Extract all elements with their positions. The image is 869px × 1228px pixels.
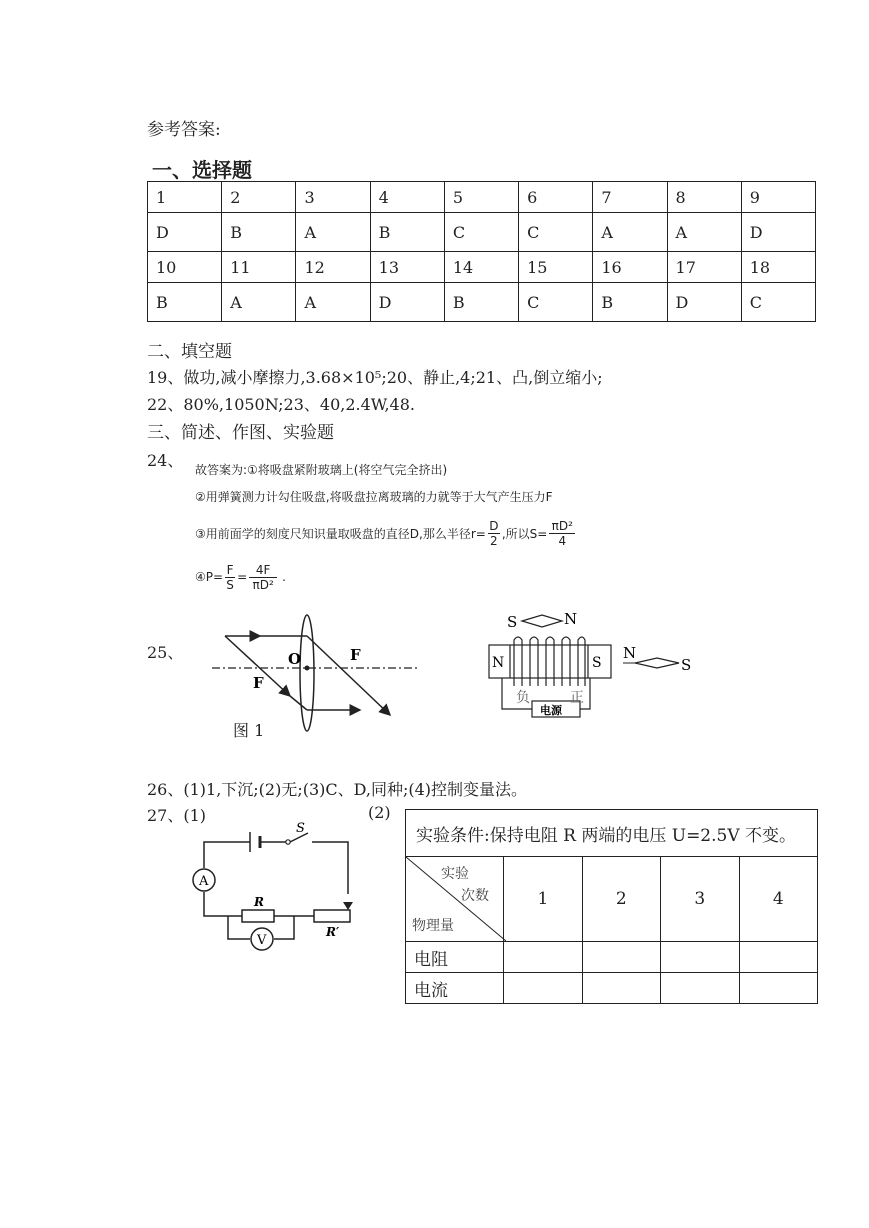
question-number: 14 — [444, 252, 518, 283]
coil-windings — [514, 637, 585, 686]
voltmeter-label: V — [257, 933, 267, 948]
q24-line-1: 故答案为:①将吸盘紧附玻璃上(将空气完全挤出) — [195, 463, 448, 477]
empty-cell — [582, 973, 660, 1004]
section-choice-title: 一、选择题 — [152, 158, 252, 182]
top-needle-n-label: N — [564, 610, 578, 628]
question-number: 18 — [741, 252, 815, 283]
table-row — [148, 283, 816, 322]
question-number: 17 — [667, 252, 741, 283]
table-row — [406, 810, 818, 857]
resistor — [242, 910, 274, 922]
wire-voltmeter-right — [274, 916, 294, 939]
denominator: 4 — [549, 533, 575, 548]
question-number: 11 — [222, 252, 296, 283]
column-header: 3 — [661, 857, 739, 942]
answer-cell: D — [667, 283, 741, 322]
refracted-ray — [307, 636, 390, 715]
answer-cell: D — [741, 213, 815, 252]
core-n-label: N — [492, 655, 505, 671]
answer-cell: A — [593, 213, 667, 252]
experiment-table — [405, 809, 818, 1004]
rheostat-label: R′ — [326, 925, 340, 939]
column-header: 1 — [504, 857, 582, 942]
numerator: 4F — [255, 562, 271, 577]
question-number: 13 — [370, 252, 444, 283]
focus-label-left: F — [253, 674, 264, 692]
denominator: 2 — [488, 533, 500, 548]
denominator: S — [226, 577, 234, 592]
denominator: πD² — [249, 577, 277, 592]
empty-cell — [739, 973, 818, 1004]
answer-cell: A — [296, 213, 370, 252]
table-row — [406, 973, 818, 1004]
empty-cell — [739, 942, 818, 973]
answer-cell: D — [148, 213, 222, 252]
answer-cell: B — [370, 213, 444, 252]
right-compass-needle — [635, 658, 679, 668]
convex-lens — [300, 615, 314, 731]
optical-center — [305, 666, 310, 671]
answer-cell: B — [222, 213, 296, 252]
figure-caption: 图 1 — [233, 721, 265, 740]
q24-line-3-text: ③用前面学的刻度尺知识量取吸盘的直径D,那么半径r= — [195, 526, 486, 541]
diag-label-times: 次数 — [461, 888, 489, 904]
diagonal-header-cell — [406, 857, 504, 942]
q24-line-3 — [195, 513, 577, 553]
question-number: 8 — [667, 182, 741, 213]
right-needle-n-label: N — [623, 644, 637, 662]
q24-line-2: ②用弹簧测力计勾住吸盘,将吸盘拉离玻璃的力就等于大气产生压力F — [195, 490, 553, 504]
question-number: 1 — [148, 182, 222, 213]
table-row — [148, 213, 816, 252]
empty-cell — [582, 942, 660, 973]
empty-cell — [504, 973, 582, 1004]
fill-answer-line-2: 22、80%,1050N;23、40,2.4W,48. — [147, 395, 415, 414]
period: . — [282, 570, 286, 584]
empty-cell — [661, 973, 739, 1004]
answer-cell: A — [296, 283, 370, 322]
rheostat — [314, 910, 350, 922]
answer-key-title: 参考答案: — [147, 120, 221, 140]
section-experiment-title: 三、简述、作图、实验题 — [147, 423, 334, 443]
q27-part2-label: (2) — [368, 803, 391, 822]
switch-contact — [286, 840, 290, 844]
question-number: 7 — [593, 182, 667, 213]
answer-cell: A — [667, 213, 741, 252]
fill-answer-line-1: 19、做功,减小摩擦力,3.68×10⁵;20、静止,4;21、凸,倒立缩小; — [147, 368, 603, 387]
question-number: 10 — [148, 252, 222, 283]
fraction-d-over-2 — [488, 519, 500, 548]
answer-cell: B — [148, 283, 222, 322]
resistor-label: R — [254, 895, 264, 909]
circuit-diagram — [188, 822, 358, 962]
top-needle-s-label: S — [507, 613, 518, 631]
row-label-current: 电流 — [406, 973, 504, 1004]
wire-top-right — [312, 842, 348, 894]
question-number: 4 — [370, 182, 444, 213]
slider-arrow-icon — [343, 902, 353, 910]
question-number: 2 — [222, 182, 296, 213]
diag-label-quantity: 物理量 — [412, 918, 454, 934]
optical-center-label: O — [288, 650, 302, 668]
equals-sign: = — [237, 570, 248, 584]
fraction-4f-over-pid2 — [249, 563, 277, 592]
answer-cell: D — [370, 283, 444, 322]
answer-cell: A — [222, 283, 296, 322]
power-supply-label: 电源 — [540, 704, 562, 717]
focal-ray-segment — [290, 696, 307, 710]
focus-label-right: F — [350, 646, 361, 664]
wire-left-bottom — [204, 892, 242, 916]
negative-terminal-label: 负 — [516, 690, 530, 706]
ammeter-label: A — [199, 874, 209, 889]
q24-line-4 — [195, 557, 286, 597]
q27-part1-label: 27、(1) — [147, 806, 207, 825]
right-needle-s-label: S — [681, 656, 692, 674]
answer-cell: C — [519, 283, 593, 322]
electromagnet-diagram — [480, 608, 705, 726]
q24-number: 24、 — [147, 451, 184, 470]
wire-top-left — [204, 842, 250, 868]
question-number: 12 — [296, 252, 370, 283]
experiment-condition: 实验条件:保持电阻 R 两端的电压 U=2.5V 不变。 — [406, 810, 818, 857]
top-compass-needle — [522, 615, 562, 627]
empty-cell — [661, 942, 739, 973]
table-row — [406, 942, 818, 973]
numerator: πD² — [551, 518, 573, 533]
answer-cell: C — [741, 283, 815, 322]
choice-answer-table — [147, 181, 816, 322]
numerator: F — [226, 562, 234, 577]
answer-cell: B — [444, 283, 518, 322]
question-number: 9 — [741, 182, 815, 213]
fraction-area — [549, 519, 575, 548]
wire-voltmeter-left — [228, 916, 250, 939]
question-number: 16 — [593, 252, 667, 283]
question-number: 5 — [444, 182, 518, 213]
table-row — [406, 857, 818, 942]
positive-terminal-label: 正 — [570, 690, 584, 706]
table-row — [148, 252, 816, 283]
table-row — [148, 182, 816, 213]
row-label-resistance: 电阻 — [406, 942, 504, 973]
column-header: 4 — [739, 857, 818, 942]
answer-cell: C — [444, 213, 518, 252]
fraction-f-over-s — [225, 563, 235, 592]
question-number: 3 — [296, 182, 370, 213]
q24-line-4-text: ④P= — [195, 570, 224, 584]
q24-line-3-text-b: ,所以S= — [501, 526, 548, 541]
q25-number: 25、 — [147, 643, 184, 662]
column-header: 2 — [582, 857, 660, 942]
answer-cell: B — [593, 283, 667, 322]
answer-cell: C — [519, 213, 593, 252]
q26-answer: 26、(1)1,下沉;(2)无;(3)C、D,同种;(4)控制变量法。 — [147, 780, 528, 799]
core-s-label: S — [592, 655, 602, 671]
diag-label-experiment: 实验 — [441, 866, 469, 882]
switch-label: S — [296, 822, 305, 836]
numerator: D — [489, 518, 499, 533]
question-number: 15 — [519, 252, 593, 283]
empty-cell — [504, 942, 582, 973]
question-number: 6 — [519, 182, 593, 213]
section-fill-title: 二、填空题 — [147, 342, 232, 362]
